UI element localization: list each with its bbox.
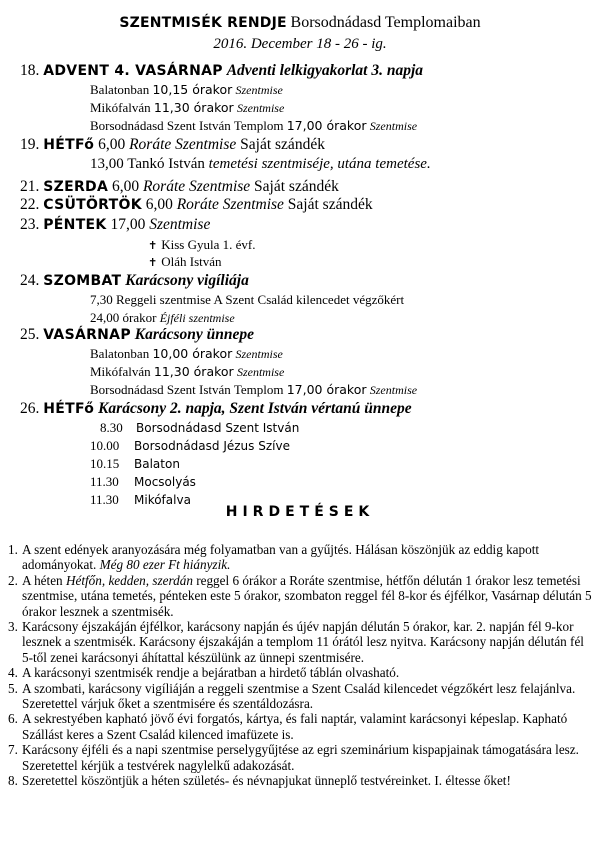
mass-type: Szentmise <box>235 347 283 361</box>
mass-time: 10,15 órakor <box>152 82 233 97</box>
day-description: Adventi lelkigyakorlat 3. napja <box>226 62 424 79</box>
announcement-item <box>8 573 594 619</box>
mass-time: 17,00 órakor <box>286 382 367 397</box>
mass-row <box>90 82 283 98</box>
cross-icon: ✝ <box>148 256 158 269</box>
item-text-italic: Még 80 ezer Ft hiányzik. <box>99 557 231 573</box>
mass-place: Balatonban <box>90 82 150 97</box>
item-text: A szombati, karácsony vigíliáján a reggeli szentmise a Szent Család kilencedet végzőkért lesz felajánlva. Szeretettel várjuk őket a szentmisére és szentáldozásra. <box>22 680 576 712</box>
mass-row <box>90 438 290 454</box>
announcement-item <box>8 681 594 712</box>
mass-place: Borsodnádasd Szent István <box>136 421 300 435</box>
mass-row <box>90 310 235 326</box>
item-text-italic: Hétfőn, kedden, szerdán <box>65 572 193 588</box>
page-title <box>0 14 600 32</box>
mass-time: 17,00 <box>110 216 146 233</box>
mass-place: Mikófalván <box>90 364 151 379</box>
mass-time: 8.30 <box>100 420 123 435</box>
mass-place: Balaton <box>134 457 180 471</box>
mass-type: Szentmise <box>369 119 418 133</box>
deceased-name-text: Kiss Gyula 1. évf. <box>161 237 256 252</box>
date-range: 2016. December 18 - 26 - ig. <box>213 36 387 52</box>
mass-time: 10.00 <box>90 438 120 453</box>
mass-place: Borsodnádasd Jézus Szíve <box>134 439 290 453</box>
announcement-item <box>8 742 594 773</box>
item-number: 6. <box>8 711 18 727</box>
day-name: SZERDA <box>43 179 109 195</box>
day-name: PÉNTEK <box>43 217 107 233</box>
announcements-title: HIRDETÉSEK <box>225 504 375 520</box>
day-23-heading <box>20 216 210 234</box>
mass-type: Szentmise <box>236 101 285 115</box>
day-21-heading <box>20 178 339 196</box>
item-text: Karácsony éjféli és a napi szentmise perselygyűjtése az egri szeminárium kispapjainak támogatására lesz. Szeretettel kérjük a testvérek nagylelkű adakozását. <box>22 742 579 773</box>
day-18-heading <box>20 62 423 80</box>
mass-time: 11.30 <box>90 492 119 507</box>
mass-row <box>90 456 180 472</box>
day-24-heading <box>20 272 249 290</box>
mass-place: Borsodnádasd Szent István Templom <box>90 382 284 397</box>
mass-type: Roráte Szentmise <box>142 178 251 195</box>
cross-icon: ✝ <box>148 239 158 252</box>
day-number: 26. <box>20 400 40 417</box>
item-number: 5. <box>8 680 18 696</box>
day-number: 21. <box>20 178 40 195</box>
title-main: SZENTMISÉK RENDJE <box>119 15 287 31</box>
mass-place: Balatonban <box>90 346 150 361</box>
item-text-main: reggel 6 órákor a Roráte szentmise, hétfőn délután 1 órakor lesz temetési szentmise, utána temetés, pénteken este 5 órakor, szombaton reggel fél 8-kor és éjfélkor, Vasárnap délután 5 órakor lesznek a szentmisék. <box>22 572 592 619</box>
item-text: A karácsonyi szentmisék rendje a bejáratban a hirdető táblán olvasható. <box>22 665 400 681</box>
item-text: Szeretettel köszöntjük a héten születés- és névnapjukat ünneplő testvéreinket. I. éltesse őket! <box>22 773 511 789</box>
item-text-pre: A héten <box>22 572 66 588</box>
item-text-main: A szent edények aranyozására még folyamatban van a gyűjtés. Hálásan köszönjük az eddig kapott adományokat. <box>22 542 540 573</box>
day-25-heading <box>20 326 254 344</box>
item-number: 7. <box>8 742 18 758</box>
item-text: Karácsony éjszakáján éjfélkor, karácsony napján és újév napján délután 5 órakor, kar. 2. napján fél 9-kor lesznek a szentmisék. Karácsony éjszakáján a templom 11 órától lesz nyitva. Karácsony napján délután fél 5-től zenei karácsonyi áhítattal készülünk az ünnepi szentmisére. <box>22 619 584 665</box>
item-number: 8. <box>8 773 18 789</box>
day-name: VASÁRNAP <box>43 327 131 343</box>
item-number: 1. <box>8 542 18 557</box>
mass-type: Szentmise <box>149 216 211 233</box>
day-name: CSÜTÖRTÖK <box>43 197 142 213</box>
funeral-time: 13,00 Tankó István <box>90 156 205 172</box>
day-description: Karácsony ünnepe <box>134 326 255 343</box>
announcements-list <box>8 542 594 789</box>
mass-type: Roráte Szentmise <box>176 196 284 213</box>
deceased-name <box>148 237 255 253</box>
mass-time: 6,00 <box>145 196 173 213</box>
day-number: 25. <box>20 326 40 343</box>
day-number: 22. <box>20 196 40 213</box>
funeral-row <box>90 156 431 173</box>
title-location: Borsodnádasd Templomaiban <box>290 14 481 31</box>
mass-type: Szentmise <box>369 383 418 397</box>
mass-type: Roráte Szentmise <box>129 136 237 153</box>
day-number: 19. <box>20 136 40 153</box>
mass-row <box>90 346 283 362</box>
item-number: 2. <box>8 572 18 588</box>
announcement-item <box>8 619 594 665</box>
mass-time: 24,00 órakor <box>90 310 157 325</box>
mass-intention: Saját szándék <box>287 196 373 213</box>
mass-place: Mocsolyás <box>134 475 196 489</box>
mass-time: 17,00 órakor <box>286 118 367 133</box>
day-description: Karácsony 2. napja, Szent István vértanú ünnepe <box>98 400 412 417</box>
mass-intention: Saját szándék <box>240 136 325 153</box>
mass-row <box>90 382 417 398</box>
mass-row <box>90 474 196 490</box>
mass-time: 11,30 órakor <box>153 364 234 379</box>
mass-row <box>100 420 299 436</box>
mass-time: 6,00 <box>111 178 140 195</box>
mass-time: 6,00 <box>98 136 126 153</box>
mass-place: Mikófalván <box>90 100 151 115</box>
mass-time: 10,00 órakor <box>152 346 233 361</box>
mass-type: Szentmise <box>236 365 285 379</box>
day-name: ADVENT 4. VASÁRNAP <box>43 63 223 79</box>
mass-type: Szentmise <box>235 83 283 97</box>
announcement-item <box>8 665 594 680</box>
mass-time: 11,30 órakor <box>153 100 234 115</box>
announcement-item <box>8 542 594 573</box>
announcement-item <box>8 773 594 788</box>
announcement-item <box>8 711 594 742</box>
item-number: 4. <box>8 665 18 681</box>
day-number: 23. <box>20 216 40 233</box>
day-19-heading <box>20 136 325 154</box>
mass-time: 11.30 <box>90 474 119 489</box>
mass-row <box>90 364 284 380</box>
mass-place: Borsodnádasd Szent István Templom <box>90 118 284 133</box>
day-22-heading <box>20 196 373 214</box>
mass-time: 10.15 <box>90 456 120 471</box>
day-number: 18. <box>20 62 40 79</box>
item-text <box>22 542 594 573</box>
item-text <box>22 573 594 619</box>
day-26-heading <box>20 400 412 418</box>
mass-type: Éjféli szentmise <box>159 311 235 325</box>
day-description: Karácsony vigíliája <box>125 272 249 289</box>
mass-place: Mikófalva <box>134 493 191 507</box>
deceased-name <box>148 254 222 270</box>
day-name: HÉTFő <box>43 137 95 153</box>
mass-intention: Saját szándék <box>254 178 339 195</box>
item-text: A sekrestyében kapható jövő évi forgatós, kártya, és fali naptár, valamint karácsonyi képeslap. Kapható Szállást keres a Szent Család kilenced imafüzete is. <box>22 711 568 742</box>
mass-row <box>90 100 284 116</box>
item-number: 3. <box>8 619 18 635</box>
mass-row <box>90 118 417 134</box>
funeral-description: temetési szentmiséje, utána temetése. <box>208 156 431 172</box>
day-name: HÉTFő <box>43 401 95 417</box>
day-name: SZOMBAT <box>43 273 122 289</box>
day-number: 24. <box>20 272 40 289</box>
mass-row: 7,30 Reggeli szentmise A Szent Család kilencedet végzőkért <box>90 292 405 307</box>
deceased-name-text: Oláh István <box>161 254 222 269</box>
